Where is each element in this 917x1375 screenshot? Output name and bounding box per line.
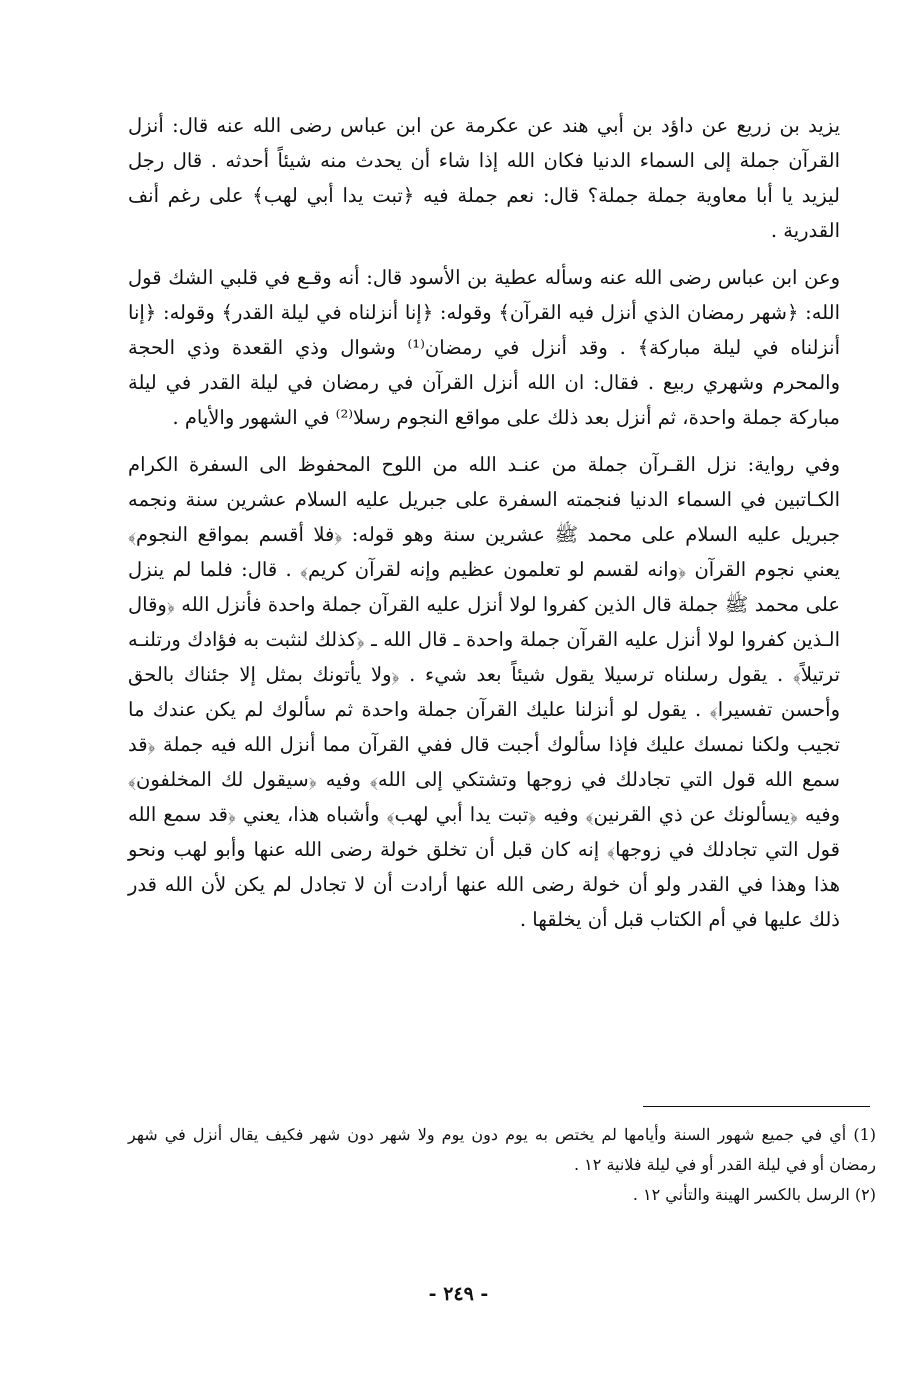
paragraph-2: وعن ابن عباس رضى الله عنه وسأله عطية بن الأسود قال: أنه وقـع في قلبي الشك قول الله: ﴿شهر رمضان الذي أنزل فيه القرآن﴾ وقوله: ﴿إنا أنزلناه في ليلة القدر﴾ وقوله: ﴿إنا أنزلناه في ليلة مباركة﴾ . وقد أنزل في رمضان⁽¹⁾ وشوال وذي القعدة وذي الحجة والمحرم وشهري ربيع . فقال: ان الله أنزل القرآن في رمضان في ليلة القدر في ليلة مباركة جملة واحدة، ثم أنزل بعد ذلك على مواقع النجوم رسلا⁽²⁾ في الشهور والأيام . <box>128 266 840 429</box>
footnote-separator <box>643 1106 870 1107</box>
footnotes <box>128 1120 876 1210</box>
footnote-1: (1) أي في جميع شهور السنة وأيامها لم يختص به يوم دون يوم ولا شهر دون شهر فكيف يقال أنزل في شهر رمضان أو في ليلة القدر أو في ليلة فلانية ١٢ . <box>128 1125 876 1174</box>
footnote-2: (٢) الرسل بالكسر الهينة والتأني ١٢ . <box>632 1185 876 1204</box>
paragraph-1: يزيد بن زريع عن داؤد بن أبي هند عن عكرمة عن ابن عباس رضى الله عنه قال: أنزل القرآن جملة إلى السماء الدنيا فكان الله إذا شاء أن يحدث منه شيئاً أحدثه . قال رجل ليزيد يا أبا معاوية جملة جملة؟ قال: نعم جملة فيه ﴿تبت يدا أبي لهب﴾ على رغم أنف القدرية . <box>128 114 840 242</box>
paragraph-3: وفي رواية: نزل القـرآن جملة من عنـد الله من اللوح المحفوظ الى السفرة الكرام الكـاتبين في السماء الدنيا فنجمته السفرة على جبريل عليه السلام عشرين سنة ونجمه جبريل عليه السلام على محمد ﷺ عشرين سنة وهو قوله: ﴿فلا أقسم بمواقع النجوم﴾ يعني نجوم القرآن ﴿وانه لقسم لو تعلمون عظيم وإنه لقرآن كريم﴾ . قال: فلما لم ينزل على محمد ﷺ جملة قال الذين كفروا لولا أنزل عليه القرآن جملة واحدة فأنزل الله ﴿وقال الـذين كفروا لولا أنزل عليه القرآن جملة واحدة ـ قال الله ـ ﴿كذلك لنثبت به فؤادك ورتلنـه ترتيلاً﴾ . يقول رسلناه ترسيلا يقول شيئاً بعد شيء . ﴿ولا يأتونك بمثل إلا جئناك بالحق وأحسن تفسيرا﴾ . يقول لو أنزلنا عليك القرآن جملة واحدة ثم سألوك لم يكن عندك ما تجيب ولكنا نمسك عليك فإذا سألوك أجبت قال ففي القرآن مما أنزل الله فيه جملة ﴿قد سمع الله قول التي تجادلك في زوجها وتشتكي إلى الله﴾ وفيه ﴿سيقول لك المخلفون﴾ وفيه ﴿يسألونك عن ذي القرنين﴾ وفيه ﴿تبت يدا أبي لهب﴾ وأشباه هذا، يعني ﴿قد سمع الله قول التي تجادلك في زوجها﴾ إنه كان قبل أن تخلق خولة رضى الله عنها وأبو لهب ونحو هذا وهذا في القدر ولو أن خولة رضى الله عنها أرادت أن لا تجادل لم يكن لأن الله قدر ذلك عليها في أم الكتاب قبل أن يخلقها . <box>128 453 840 931</box>
main-text <box>128 108 840 937</box>
page-number: - ٢٤٩ - <box>428 1283 489 1305</box>
